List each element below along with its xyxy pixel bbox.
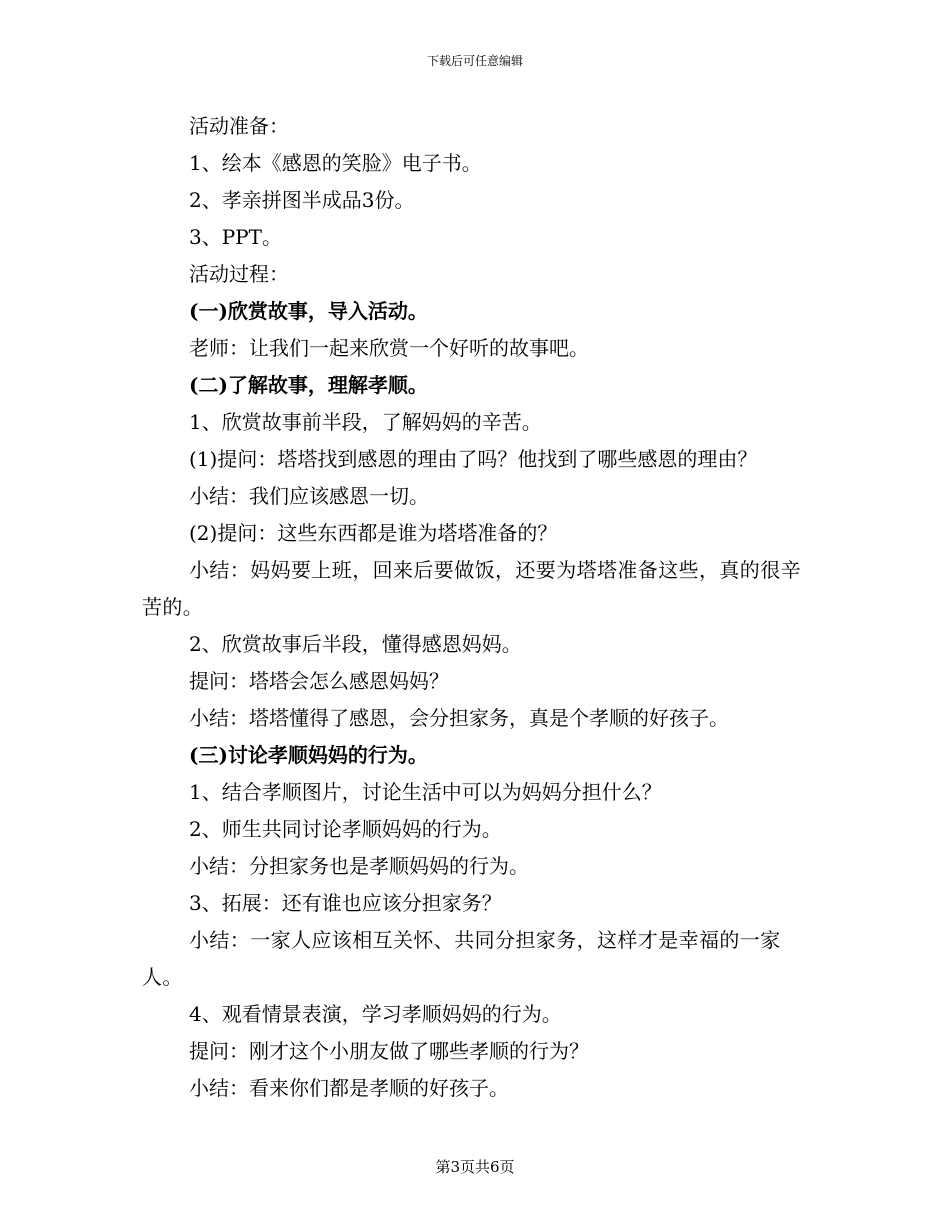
paragraph: 2、欣赏故事后半段，懂得感恩妈妈。 — [189, 632, 522, 656]
page-footer: 第3页共6页 — [435, 1158, 515, 1176]
paragraph: 小结：我们应该感恩一切。 — [189, 484, 429, 508]
paragraph: 小结：塔塔懂得了感恩，会分担家务，真是个孝顺的好孩子。 — [189, 706, 729, 730]
paragraph: 小结：一家人应该相互关怀、共同分担家务，这样才是幸福的一家人。 — [142, 928, 781, 989]
paragraph: 1、欣赏故事前半段，了解妈妈的辛苦。 — [189, 410, 542, 434]
paragraph: (2)提问：这些东西都是谁为塔塔准备的？ — [189, 521, 558, 545]
paragraph: 活动过程： — [189, 262, 289, 286]
paragraph: 2、孝亲拼图半成品3份。 — [189, 188, 415, 212]
page-header: 下载后可任意编辑 — [426, 54, 523, 68]
paragraph: 3、拓展：还有谁也应该分担家务？ — [189, 891, 502, 915]
paragraph: (1)提问：塔塔找到感恩的理由了吗？他找到了哪些感恩的理由？ — [189, 447, 758, 471]
paragraph: 老师：让我们一起来欣赏一个好听的故事吧。 — [189, 336, 589, 360]
paragraph: 1、结合孝顺图片，讨论生活中可以为妈妈分担什么？ — [189, 780, 662, 804]
paragraph: 2、师生共同讨论孝顺妈妈的行为。 — [189, 817, 502, 841]
section-heading: (二)了解故事，理解孝顺。 — [189, 373, 428, 397]
paragraph: 小结：看来你们都是孝顺的好孩子。 — [189, 1076, 509, 1100]
paragraph: 1、绘本《感恩的笑脸》电子书。 — [189, 151, 482, 175]
paragraph: 小结：分担家务也是孝顺妈妈的行为。 — [189, 854, 529, 878]
paragraph: 提问：刚才这个小朋友做了哪些孝顺的行为？ — [189, 1039, 589, 1063]
section-heading: (一)欣赏故事，导入活动。 — [189, 299, 428, 323]
paragraph: 4、观看情景表演，学习孝顺妈妈的行为。 — [189, 1002, 562, 1026]
paragraph: 提问：塔塔会怎么感恩妈妈？ — [189, 669, 449, 693]
paragraph: 活动准备： — [189, 114, 289, 138]
section-heading: (三)讨论孝顺妈妈的行为。 — [189, 743, 428, 767]
paragraph: 3、PPT。 — [189, 225, 282, 249]
document-body — [142, 108, 808, 1107]
paragraph: 小结：妈妈要上班，回来后要做饭，还要为塔塔准备这些，真的很辛苦的。 — [142, 558, 801, 619]
